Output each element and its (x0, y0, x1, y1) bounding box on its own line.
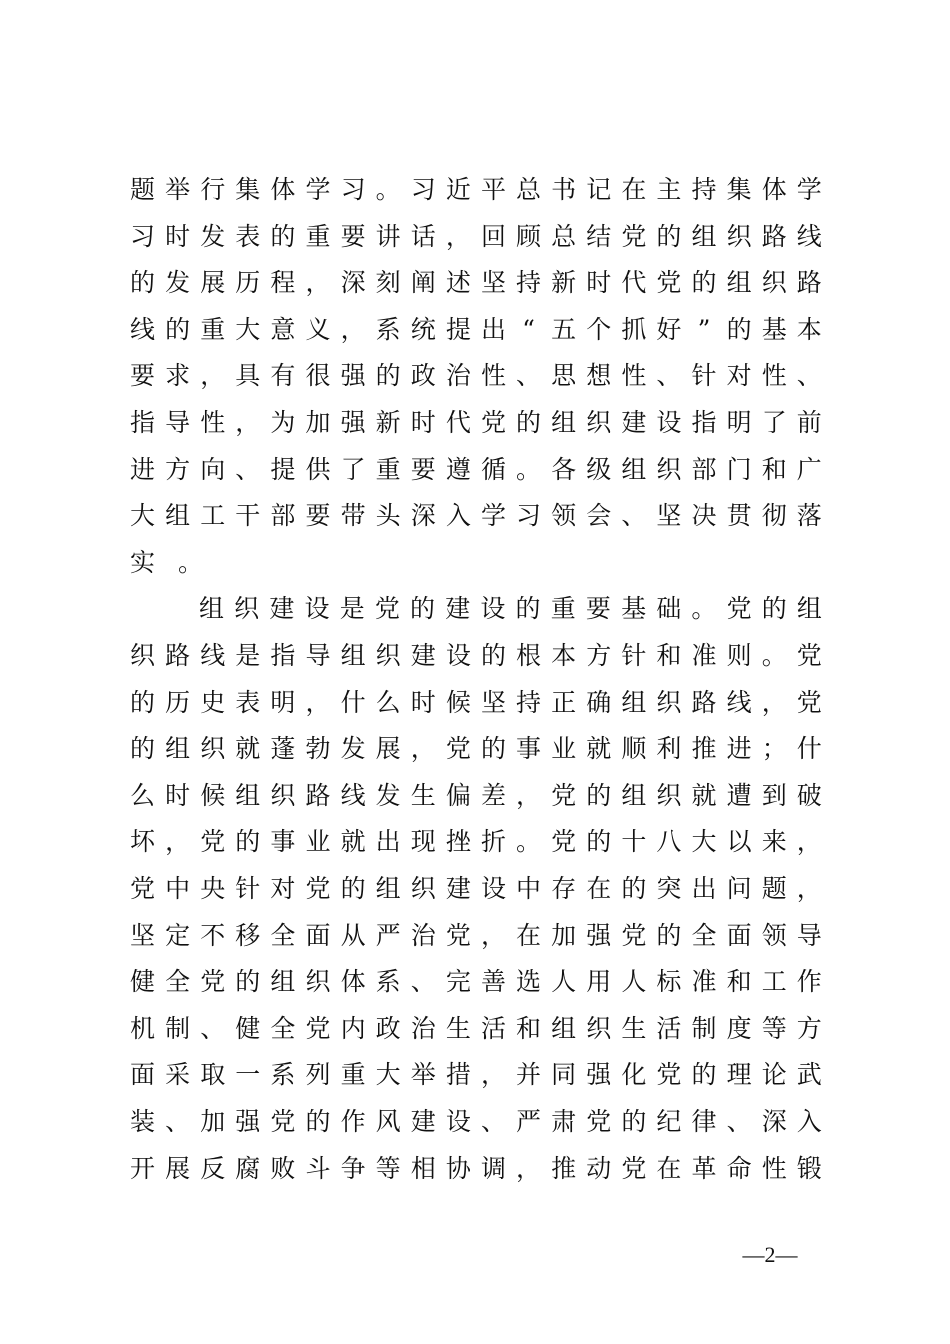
text-line: 坏 ， 党 的 事 业 就 出 现 挫 折 。 党 的 十 八 大 以 来 ， (130, 827, 822, 857)
text-line: 题 举 行 集 体 学 习 。 习 近 平 总 书 记 在 主 持 集 体 学 (130, 175, 822, 204)
text-line: 机 制 、 健 全 党 内 政 治 生 活 和 组 织 生 活 制 度 等 方 (130, 1013, 822, 1043)
text-line: 么 时 候 组 织 路 线 发 生 偏 差 ， 党 的 组 织 就 遭 到 破 (130, 780, 822, 810)
text-line: 进 方 向 、 提 供 了 重 要 遵 循 。 各 级 组 织 部 门 和 广 (130, 454, 822, 484)
text-line: 健 全 党 的 组 织 体 系 、 完 善 选 人 用 人 标 准 和 工 作 (130, 967, 822, 997)
text-line: 党 中 央 针 对 党 的 组 织 建 设 中 存 在 的 突 出 问 题 ， (130, 874, 822, 903)
text-line: 面 采 取 一 系 列 重 大 举 措 ， 并 同 强 化 党 的 理 论 武 (130, 1060, 822, 1090)
text-line: 的 发 展 历 程 ， 深 刻 阐 述 坚 持 新 时 代 党 的 组 织 路 (130, 268, 822, 298)
text-line: 装 、 加 强 党 的 作 风 建 设 、 严 肃 党 的 纪 律 、 深 入 (130, 1107, 822, 1136)
text-line: 指 导 性 ， 为 加 强 新 时 代 党 的 组 织 建 设 指 明 了 前 (130, 408, 822, 437)
text-line: 的 历 史 表 明 ， 什 么 时 候 坚 持 正 确 组 织 路 线 ， 党 (130, 687, 822, 717)
text-line: 线 的 重 大 意 义 ， 系 统 提 出 “ 五 个 抓 好 ” 的 基 本 (130, 314, 822, 344)
text-line: 习 时 发 表 的 重 要 讲 话 ， 回 顾 总 结 党 的 组 织 路 线 (130, 221, 822, 251)
text-line: 坚 定 不 移 全 面 从 严 治 党 ， 在 加 强 党 的 全 面 领 导 (130, 920, 822, 950)
text-line: 开 展 反 腐 败 斗 争 等 相 协 调 ， 推 动 党 在 革 命 性 锻 (130, 1153, 822, 1183)
text-line: 实 。 (130, 547, 204, 577)
text-line: 组 织 建 设 是 党 的 建 设 的 重 要 基 础 。 党 的 组 (199, 594, 822, 624)
text-line: 织 路 线 是 指 导 组 织 建 设 的 根 本 方 针 和 准 则 。 党 (130, 641, 822, 670)
page-number: —2— (742, 1242, 798, 1267)
text-line: 的 组 织 就 蓬 勃 发 展 ， 党 的 事 业 就 顺 利 推 进 ； 什 (130, 734, 822, 764)
text-line: 要 求 ， 具 有 很 强 的 政 治 性 、 思 想 性 、 针 对 性 、 (130, 361, 822, 391)
text-line: 大 组 工 干 部 要 带 头 深 入 学 习 领 会 、 坚 决 贯 彻 落 (130, 501, 822, 531)
